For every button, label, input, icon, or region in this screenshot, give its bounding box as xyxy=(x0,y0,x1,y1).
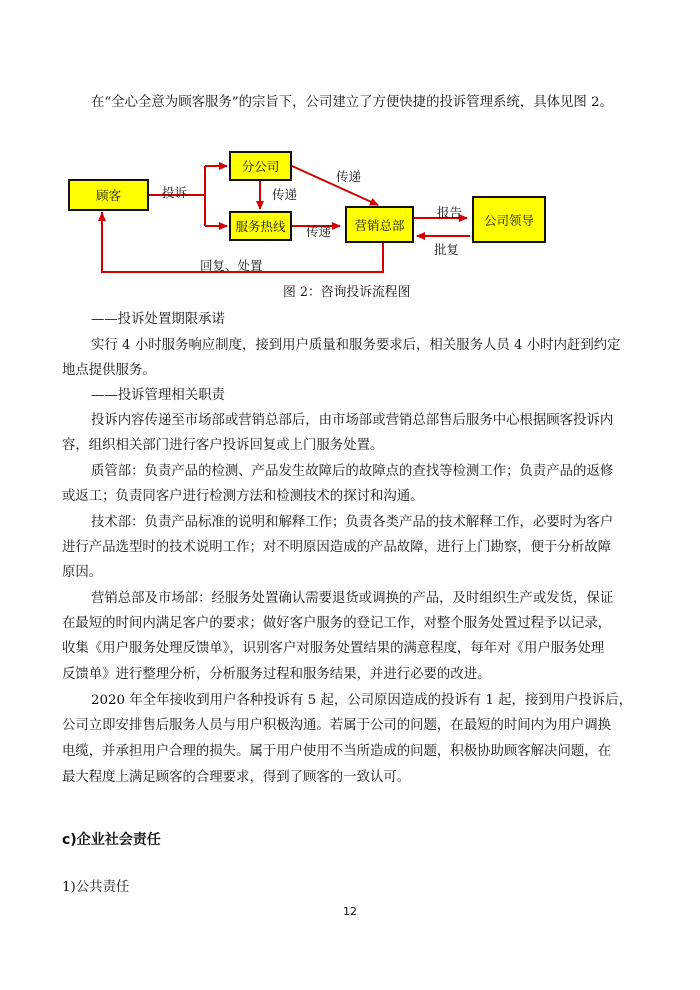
complaint-flow-diagram xyxy=(0,0,700,300)
label-pass-branch-hq: 传递 xyxy=(336,169,362,184)
label-response: 回复、处置 xyxy=(200,258,263,273)
paragraph-line: 或返工；负责同客户进行检测方法和检测技术的探讨和沟通。 xyxy=(62,489,424,504)
section-heading: c)企业社会责任 xyxy=(62,832,161,848)
paragraph-line: 容，组织相关部门进行客户投诉回复或上门服务处置。 xyxy=(62,438,384,453)
paragraph-line: 技术部：负责产品标准的说明和解释工作；负责各类产品的技术解释工作，必要时为客户 xyxy=(91,515,614,530)
label-reply: 批复 xyxy=(434,242,460,257)
paragraph-line: 收集《用户服务处理反馈单》，识别客户对服务处置结果的满意程度，每年对《用户服务处理 xyxy=(62,641,605,656)
label-pass-hotline-hq: 传递 xyxy=(306,224,332,239)
label-pass-branch-hotline: 传递 xyxy=(272,187,298,202)
subtitle-duties: ——投诉管理相关职责 xyxy=(91,388,225,403)
page-number: 12 xyxy=(343,905,357,918)
paragraph-line: 地点提供服务。 xyxy=(62,363,156,378)
paragraph-line: 电缆，并承担用户合理的损失。属于用户使用不当所造成的问题，积极协助顾客解决问题，在 xyxy=(62,744,612,759)
paragraph-line: 在最短的时间内满足客户的要求；做好客户服务的登记工作，对整个服务处置过程予以记录， xyxy=(62,616,612,631)
paragraph-line: 投诉内容传递至市场部或营销总部后，由市场部或营销总部售后服务中心根据顾客投诉内 xyxy=(91,413,614,428)
paragraph-line: 反馈单》进行整理分析，分析服务过程和服务结果，并进行必要的改进。 xyxy=(62,667,491,682)
node-branch: 分公司 xyxy=(229,151,292,181)
label-complaint: 投诉 xyxy=(162,185,188,200)
diagram-connectors xyxy=(0,0,700,300)
paragraph-line: 质管部：负责产品的检测、产品发生故障后的故障点的查找等检测工作；负责产品的返修 xyxy=(91,464,614,479)
edge-branch-hq xyxy=(292,166,378,205)
paragraph-line: 2020 年全年接收到用户各种投诉有 5 起，公司原因造成的投诉有 1 起，接到用户投诉后， xyxy=(91,693,633,708)
subtitle-deadline: ——投诉处置期限承诺 xyxy=(91,312,225,327)
paragraph-line: 进行产品选型时的技术说明工作；对不明原因造成的产品故障，进行上门勘察，便于分析故障 xyxy=(62,540,612,555)
node-sales-hq: 营销总部 xyxy=(345,206,414,243)
node-hotline: 服务热线 xyxy=(229,211,292,241)
figure-caption: 图 2：咨询投诉流程图 xyxy=(283,285,411,300)
subsection-heading: 1)公共责任 xyxy=(62,880,130,895)
paragraph-line: 原因。 xyxy=(62,565,103,580)
paragraph-line: 营销总部及市场部：经服务处置确认需要退货或调换的产品，及时组织生产或发货，保证 xyxy=(91,591,614,606)
label-report: 报告 xyxy=(437,205,463,220)
intro-text: 在“全心全意为顾客服务”的宗旨下，公司建立了方便快捷的投诉管理系统，具体见图 2。 xyxy=(91,95,613,110)
node-leader: 公司领导 xyxy=(472,196,546,243)
node-customer: 顾客 xyxy=(68,179,149,211)
paragraph-line: 公司立即安排售后服务人员与用户积极沟通。若属于公司的问题，在最短的时间内为用户调换 xyxy=(62,718,612,733)
paragraph-line: 实行 4 小时服务响应制度，接到用户质量和服务要求后，相关服务人员 4 小时内赶到约定 xyxy=(91,338,621,353)
paragraph-line: 最大程度上满足顾客的合理要求，得到了顾客的一致认可。 xyxy=(62,770,411,785)
